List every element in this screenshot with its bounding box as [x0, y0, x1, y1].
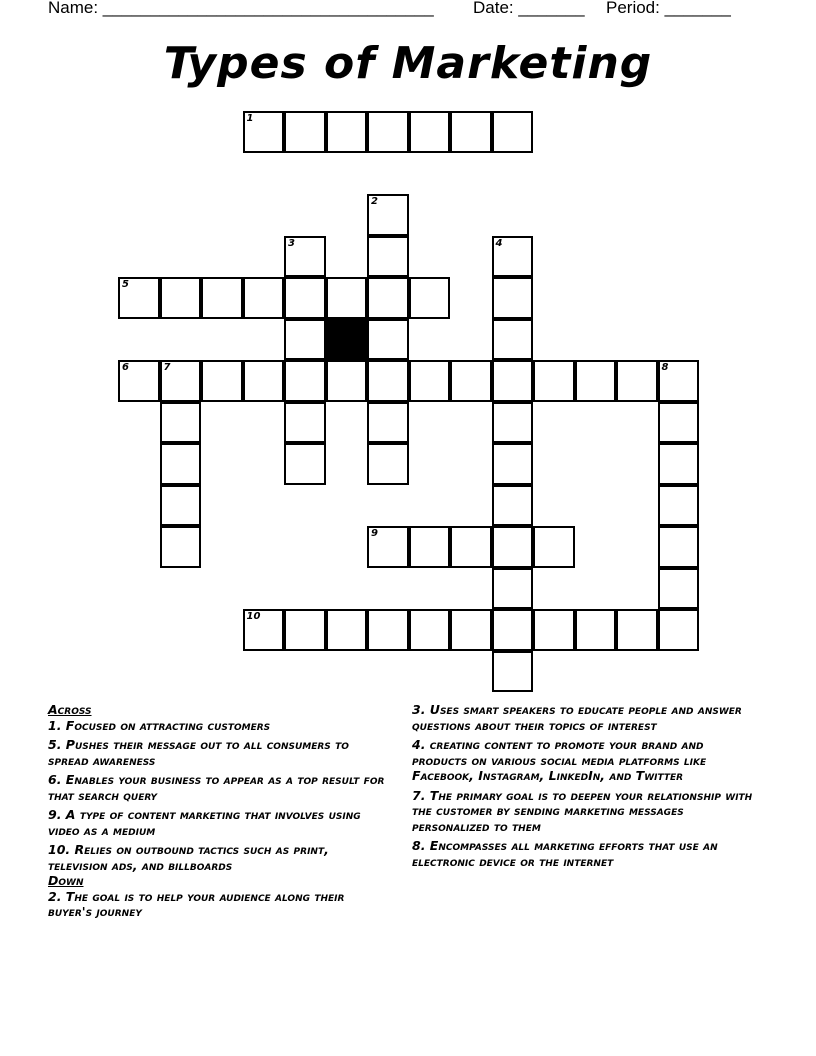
grid-cell[interactable] [492, 319, 534, 361]
grid-cell[interactable] [284, 319, 326, 361]
black-square [326, 319, 368, 361]
clue-number: 6 [122, 362, 129, 373]
across-clue: 5. Pushes their message out to all consumers to spread awareness [48, 737, 349, 768]
grid-cell[interactable] [326, 277, 368, 319]
grid-cell[interactable] [326, 111, 368, 153]
grid-cell[interactable] [284, 277, 326, 319]
grid-cell[interactable] [284, 402, 326, 444]
grid-cell[interactable] [367, 194, 409, 236]
grid-cell[interactable] [118, 277, 160, 319]
grid-cell[interactable] [492, 402, 534, 444]
grid-cell[interactable] [326, 609, 368, 651]
across-clue: 6. Enables your business to appear as a top result for that search query [48, 772, 385, 803]
grid-cell[interactable] [492, 568, 534, 610]
clue-number: 4 [495, 237, 503, 249]
across-clue: 9. A type of content marketing that involves using video as a medium [48, 807, 361, 838]
grid-cell[interactable] [492, 111, 534, 153]
grid-cell[interactable] [160, 402, 202, 444]
grid-cell[interactable] [409, 111, 451, 153]
grid-cell[interactable] [367, 526, 409, 568]
clue-number: 9 [371, 528, 378, 539]
grid-cell[interactable] [367, 236, 409, 278]
grid-cell[interactable] [160, 526, 202, 568]
grid-cell[interactable] [658, 360, 700, 402]
grid-cell[interactable] [118, 360, 160, 402]
grid-cell[interactable] [367, 277, 409, 319]
grid-cell[interactable] [492, 277, 534, 319]
grid-cell[interactable] [367, 319, 409, 361]
grid-cell[interactable] [367, 402, 409, 444]
grid-cell[interactable] [492, 485, 534, 527]
grid-cell[interactable] [367, 360, 409, 402]
grid-cell[interactable] [243, 111, 285, 153]
grid-cell[interactable] [492, 651, 534, 693]
grid-cell[interactable] [284, 443, 326, 485]
grid-cell[interactable] [450, 526, 492, 568]
grid-cell[interactable] [409, 526, 451, 568]
down-clue: 4. creating content to promote your brand and products on various social media platforms like Facebook, Instagram, LinkedIn, and Twitter [412, 737, 707, 783]
grid-cell[interactable] [160, 360, 202, 402]
grid-cell[interactable] [409, 360, 451, 402]
date-field-label: Date: _______ [473, 0, 585, 17]
grid-cell[interactable] [284, 360, 326, 402]
across-heading: Across [48, 702, 92, 717]
grid-cell[interactable] [533, 360, 575, 402]
clue-number: 10 [246, 611, 261, 622]
grid-cell[interactable] [658, 402, 700, 444]
page-title: Types of Marketing [163, 38, 653, 89]
grid-cell[interactable] [450, 609, 492, 651]
grid-cell[interactable] [409, 277, 451, 319]
grid-cell[interactable] [326, 360, 368, 402]
clue-number: 3 [288, 237, 295, 249]
grid-cell[interactable] [367, 609, 409, 651]
grid-cell[interactable] [284, 111, 326, 153]
grid-cell[interactable] [243, 277, 285, 319]
clue-number: 8 [661, 362, 669, 373]
grid-cell[interactable] [616, 609, 658, 651]
grid-cell[interactable] [575, 360, 617, 402]
grid-cell[interactable] [492, 526, 534, 568]
grid-cell[interactable] [160, 443, 202, 485]
grid-cell[interactable] [616, 360, 658, 402]
grid-cell[interactable] [160, 485, 202, 527]
grid-cell[interactable] [284, 609, 326, 651]
grid-cell[interactable] [450, 111, 492, 153]
grid-cell[interactable] [533, 526, 575, 568]
grid-cell[interactable] [450, 360, 492, 402]
grid-cell[interactable] [367, 111, 409, 153]
grid-cell[interactable] [284, 236, 326, 278]
grid-cell[interactable] [492, 236, 534, 278]
grid-cell[interactable] [243, 609, 285, 651]
period-field-label: Period: _______ [606, 0, 731, 17]
grid-cell[interactable] [243, 360, 285, 402]
grid-cell[interactable] [658, 485, 700, 527]
name-field-label: Name: ___________________________________ [48, 0, 434, 17]
clues-column-left [48, 702, 388, 924]
down-clue: 2. The goal is to help your audience along their buyer's journey [48, 888, 345, 919]
clues-column-right [412, 702, 757, 873]
down-clue: 3. Uses smart speakers to educate people and answer questions about their topics of interest [412, 702, 742, 733]
clue-number: 2 [371, 196, 378, 207]
across-clue: 10. Relies on outbound tactics such as print, television ads, and billboards [48, 842, 329, 873]
grid-cell[interactable] [658, 526, 700, 568]
grid-cell[interactable] [409, 609, 451, 651]
clue-number: 1 [246, 113, 254, 124]
grid-cell[interactable] [201, 277, 243, 319]
clue-number: 7 [163, 362, 171, 373]
down-clue: 7. The primary goal is to deepen your relationship with the customer by sending marketing messages personalized to them [412, 787, 753, 834]
grid-cell[interactable] [367, 443, 409, 485]
across-clue: 1. Focused on attracting customers [48, 717, 271, 733]
grid-cell[interactable] [160, 277, 202, 319]
grid-cell[interactable] [492, 443, 534, 485]
grid-cell[interactable] [492, 609, 534, 651]
grid-cell[interactable] [201, 360, 243, 402]
grid-cell[interactable] [492, 360, 534, 402]
grid-cell[interactable] [533, 609, 575, 651]
grid-cell[interactable] [575, 609, 617, 651]
clue-number: 5 [122, 279, 129, 290]
grid-cell[interactable] [658, 568, 700, 610]
down-heading: Down [48, 873, 84, 888]
down-clue: 8. Encompasses all marketing efforts that use an electronic device or the internet [412, 838, 718, 869]
grid-cell[interactable] [658, 609, 700, 651]
grid-cell[interactable] [658, 443, 700, 485]
